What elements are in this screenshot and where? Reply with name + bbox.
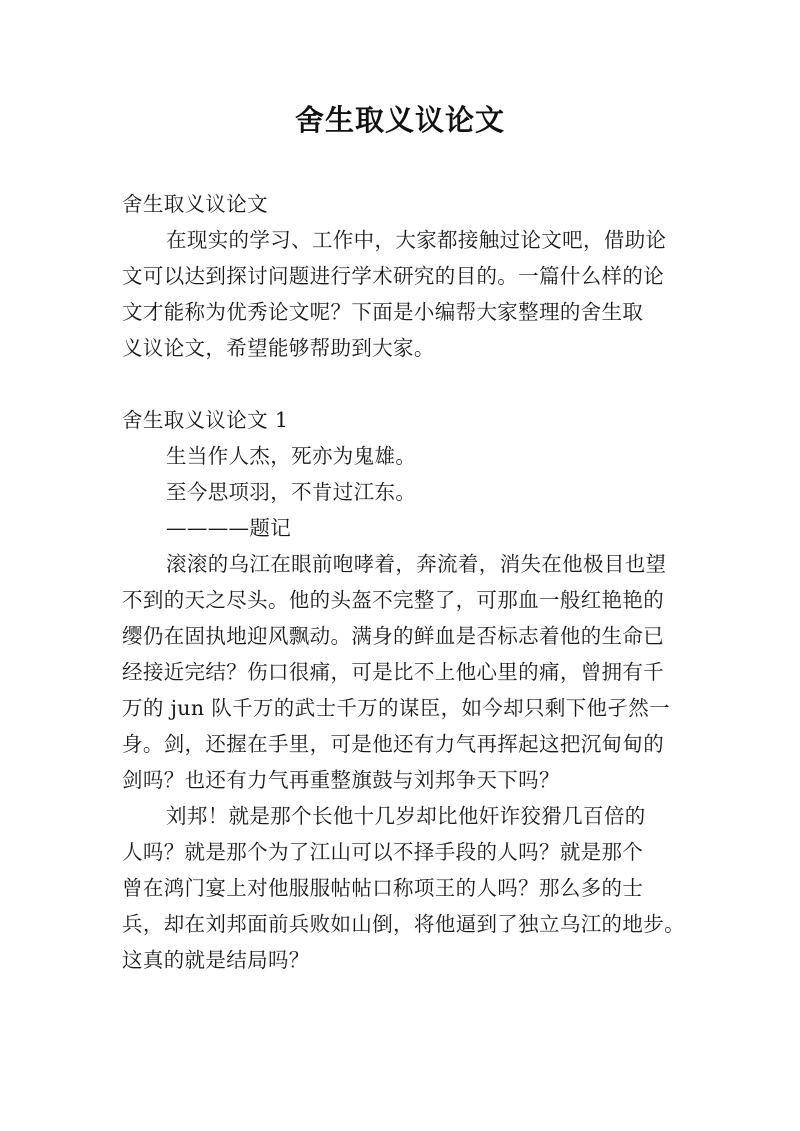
section-heading: 舍生取义议论文 [122,192,268,216]
intro-paragraph-line: 文才能称为优秀论文呢？下面是小编帮大家整理的舍生取 [122,300,644,324]
intro-paragraph-line: 文可以达到探讨问题进行学术研究的目的。一篇什么样的论 [122,264,665,288]
paragraph-line: 刘邦！就是那个长他十几岁却比他奸诈狡猾几百倍的 [166,804,646,828]
document-title: 舍生取义议论文 [294,103,505,137]
paragraph-line: 身。剑，还握在手里，可是他还有力气再挥起这把沉甸甸的 [122,732,665,756]
paragraph-line: 兵，却在刘邦面前兵败如山倒，将他逼到了独立乌江的地步。 [122,912,685,936]
poem-line: 生当作人杰，死亦为鬼雄。 [166,444,417,468]
paragraph-line: 这真的就是结局吗？ [122,948,310,972]
epigraph-attribution: ————题记 [166,516,292,540]
paragraph-line: 不到的天之尽头。他的头盔不完整了，可那血一般红艳艳的 [122,588,665,612]
paragraph-line: 人吗？就是那个为了江山可以不择手段的人吗？就是那个 [122,840,644,864]
poem-line: 至今思项羽，不肯过江东。 [166,480,417,504]
paragraph-line: 缨仍在固执地迎风飘动。满身的鲜血是否标志着他的生命已 [122,624,665,648]
blank-line [122,366,678,402]
paragraph-line: 滚滚的乌江在眼前咆哮着，奔流着，消失在他极目也望 [166,552,667,576]
essay-heading: 舍生取义议论文 1 [122,408,289,432]
paragraph-line: 剑吗？也还有力气再重整旗鼓与刘邦争天下吗？ [122,768,560,792]
document-body [122,186,685,978]
paragraph-line: 万的 jun 队千万的武士千万的谋臣，如今却只剩下他孑然一 [122,696,670,720]
paragraph-line: 经接近完结？伤口很痛，可是比不上他心里的痛，曾拥有千 [122,660,665,684]
intro-paragraph-line: 义议论文，希望能够帮助到大家。 [122,336,435,360]
intro-paragraph-line: 在现实的学习、工作中，大家都接触过论文吧，借助论 [166,228,667,252]
paragraph-line: 曾在鸿门宴上对他服服帖帖口称项王的人吗？那么多的士 [122,876,644,900]
